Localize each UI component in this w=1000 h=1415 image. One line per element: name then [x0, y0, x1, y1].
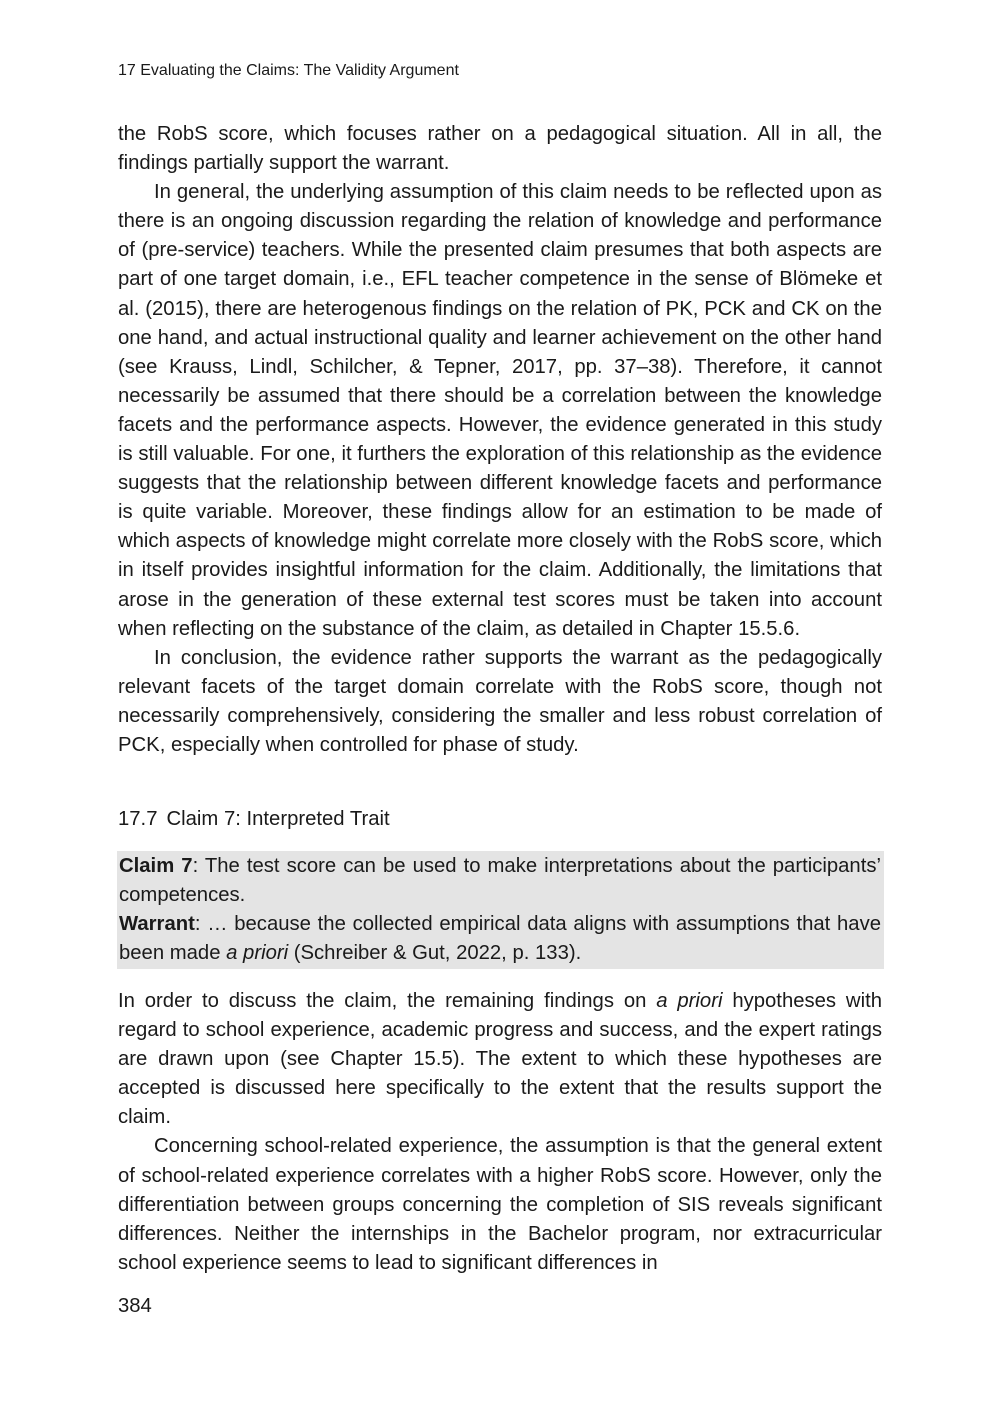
- top-text-block: [118, 120, 882, 760]
- paragraph-school-experience: Concerning school-related experience, the assumption is that the general extent of school-related experience correlates with a higher RobS score. However, only the differentiation between groups concerning the completion of SIS reveals significant differences. Neither the internships in the Bachelor program, nor extracurricular school experience seems to lead to significant differences in: [118, 1135, 882, 1274]
- warrant-statement: [119, 910, 881, 968]
- paragraph-discuss-claim: [118, 987, 882, 1132]
- warrant-italic: a priori: [226, 942, 289, 965]
- page-number: 384: [118, 1295, 152, 1317]
- p1-before: In order to discuss the claim, the remaining findings on: [118, 990, 657, 1012]
- p1-italic: a priori: [656, 990, 723, 1012]
- section-title: Claim 7: Interpreted Trait: [166, 808, 390, 830]
- bottom-text-block: [118, 987, 882, 1278]
- warrant-text-after: (Schreiber & Gut, 2022, p. 133).: [288, 942, 582, 965]
- paragraph-conclusion: In conclusion, the evidence rather supports the warrant as the pedagogically relevant facets of the target domain correlate with the RobS score, though not necessarily comprehensively, considering the smaller and less robust correlation of PCK, especially when controlled for phase of study.: [118, 646, 882, 756]
- claim-label: Claim 7: [119, 855, 193, 877]
- warrant-text-before: : … because the collected empirical data aligns with assumptions that have been made: [119, 913, 881, 965]
- warrant-label: Warrant: [119, 913, 195, 936]
- section-heading: [118, 805, 390, 834]
- claim-statement: [119, 852, 881, 910]
- claim-box: [117, 851, 884, 969]
- claim-text: : The test score can be used to make interpretations about the participants’ competences.: [119, 855, 881, 907]
- paragraph-underlying-assumption: In general, the underlying assumption of this claim needs to be reflected upon as there is an ongoing discussion regarding the relation of knowledge and performance of (pre-service) teachers. While the presented claim presumes that both aspects are part of one target domain, i.e., EFL teacher competence in the sense of Blömeke et al. (2015), there are heterogenous findings on the relation of PK, PCK and CK on the one hand, and actual instructional quality and learner achievement on the other hand (see Krauss, Lindl, Schilcher, & Tepner, 2017, pp. 37–38). Therefore, it cannot necessarily be assumed that there should be a correlation between the knowledge facets and the performance aspects. However, the evidence generated in this study is still valuable. For one, it furthers the exploration of this relationship as the evidence suggests that the relationship between different knowledge facets and performance is quite variable. Moreover, these findings allow for an estimation to be made of which aspects of knowledge might correlate more closely with the RobS score, which in itself provides insightful information for the claim. Additionally, the limitations that arose in the generation of these external test scores must be taken into account when reflecting on the substance of the claim, as detailed in Chapter 15.5.6.: [118, 181, 882, 640]
- section-number: 17.7: [118, 808, 158, 830]
- p1-after: hypotheses with regard to school experience, academic progress and success, and the expert ratings are drawn upon (see Chapter 15.5). The extent to which these hypotheses are accepted is discussed here specifically to the extent that the results support the claim.: [118, 990, 882, 1129]
- paragraph-continuation: the RobS score, which focuses rather on a pedagogical situation. All in all, the findings partially support the warrant.: [118, 123, 882, 175]
- running-head: 17 Evaluating the Claims: The Validity Argument: [118, 62, 459, 79]
